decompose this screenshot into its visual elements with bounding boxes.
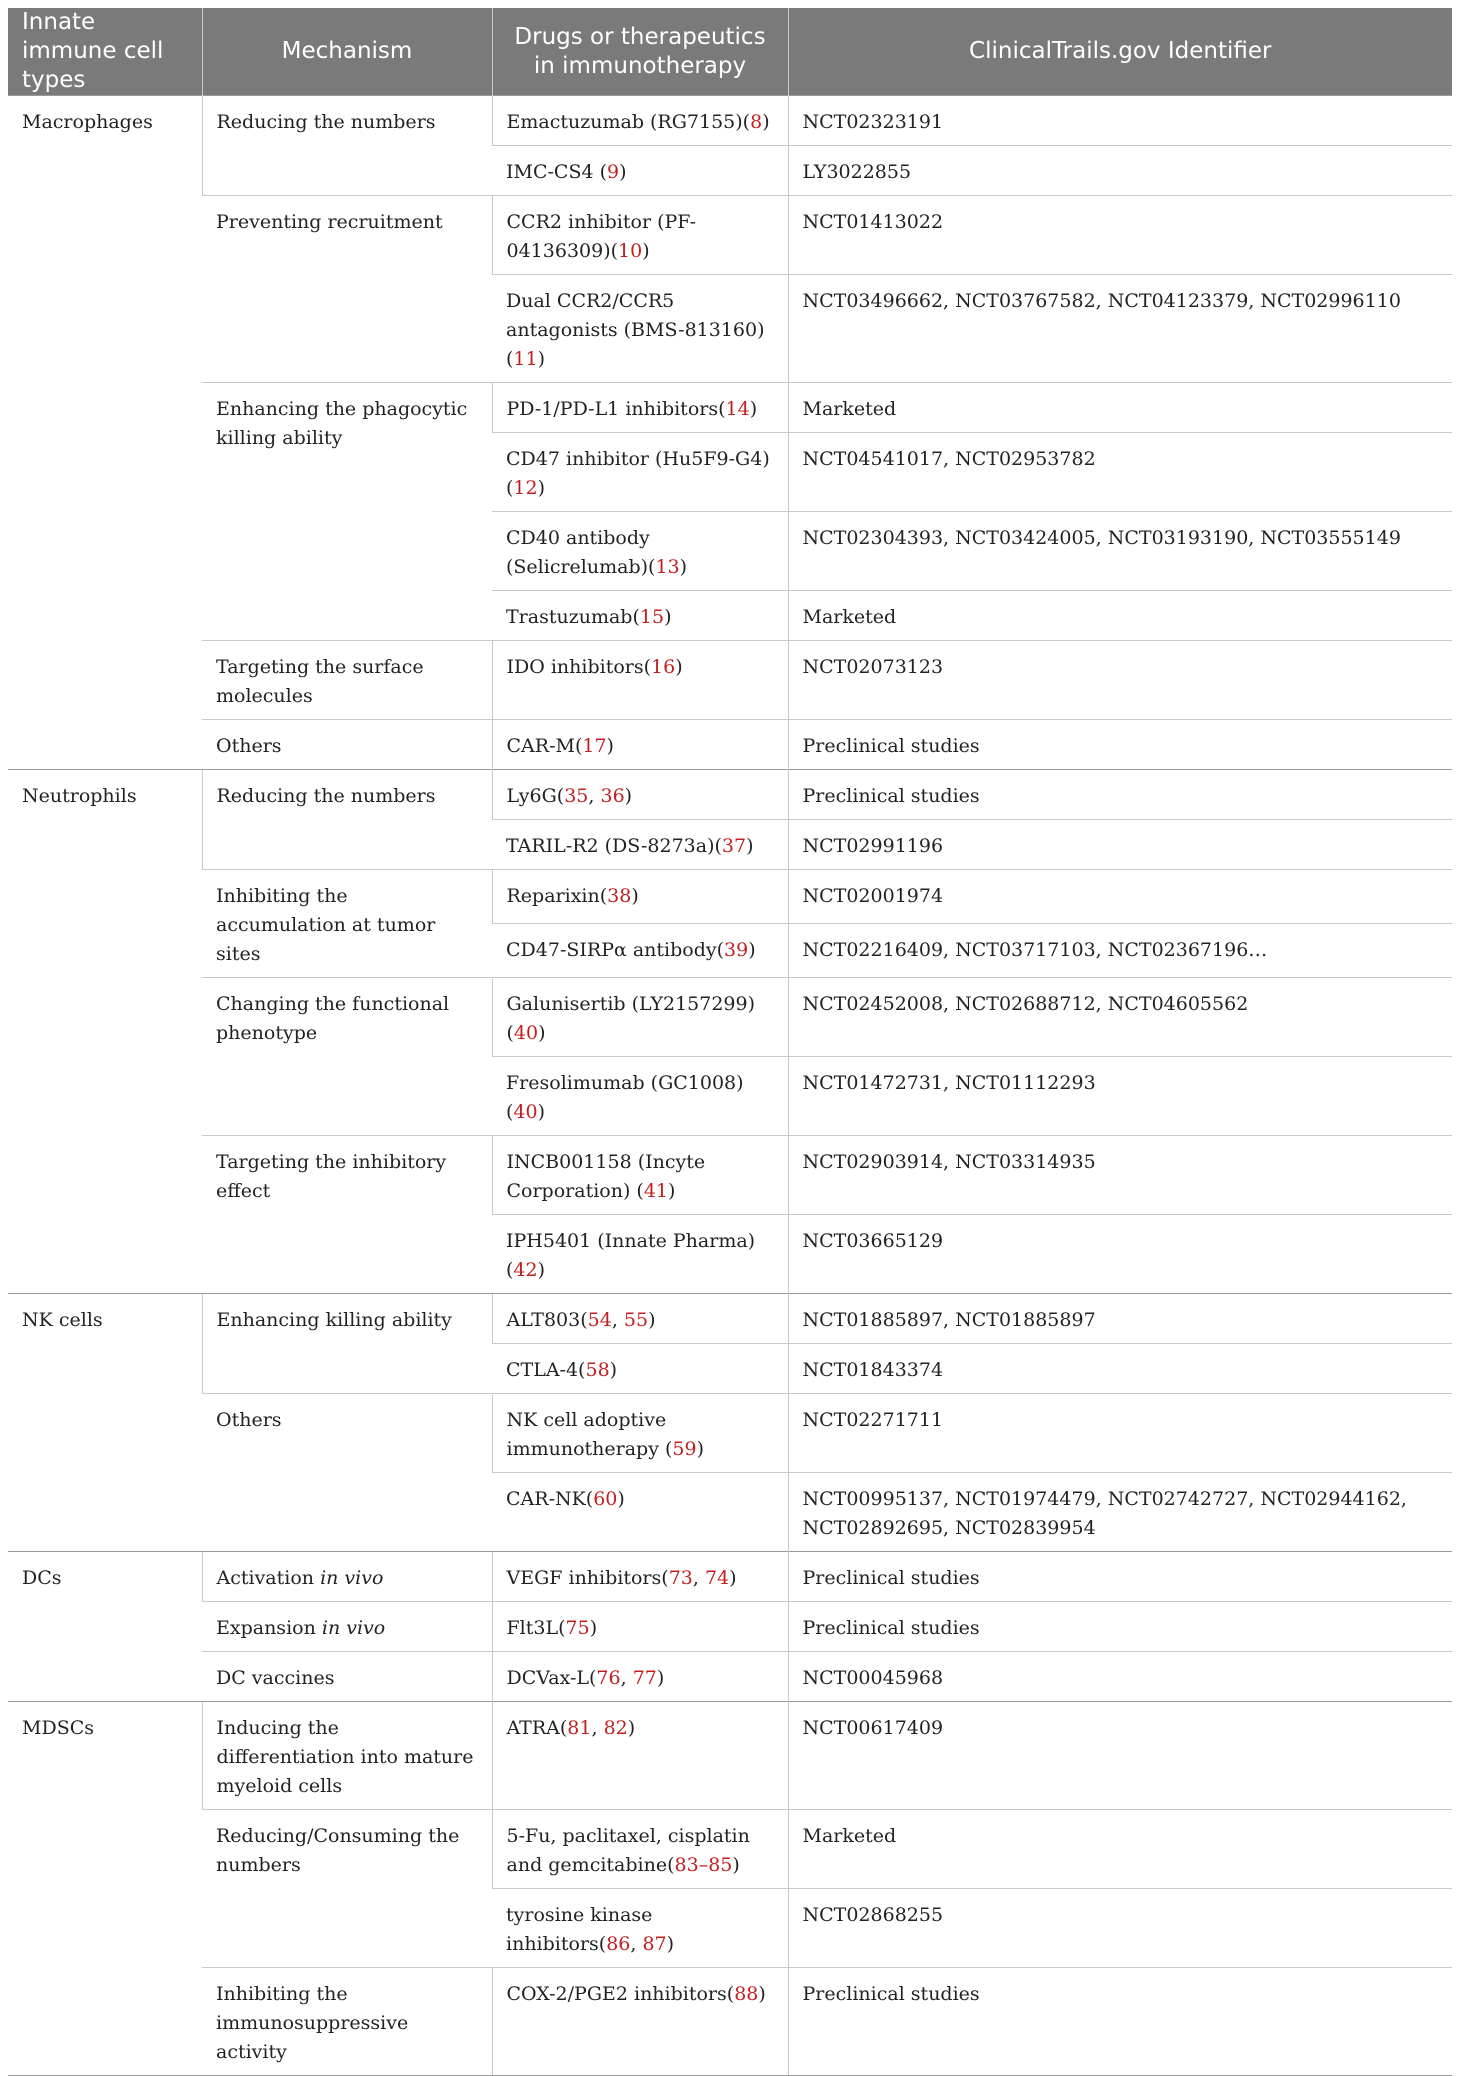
drug-cell: DCVax-L(76, 77) (492, 1652, 788, 1702)
drug-cell (492, 1215, 788, 1294)
mechanism-text: Enhancing the phagocytic killing ability (216, 398, 468, 449)
drug-cell (492, 820, 788, 870)
drug-cell (492, 720, 788, 770)
citation-link[interactable]: 40 (513, 1022, 539, 1044)
citation-link[interactable]: 58 (585, 1359, 610, 1381)
drug-text: INCB001158 (Incyte Corporation) ( (506, 1151, 706, 1202)
drug-text: CAR-M( (506, 735, 583, 757)
drug-text-end: ) (538, 1022, 546, 1044)
drug-text: CD47-SIRPα antibody( (506, 939, 725, 961)
header-cell-type: Innate immune cell types (8, 8, 202, 96)
drug-text: TARIL-R2 (DS-8273a)( (506, 835, 722, 857)
identifier-cell: Preclinical studies (788, 1968, 1452, 2076)
mechanism-italic-text: in vivo (321, 1617, 386, 1639)
table-row (8, 1602, 1452, 1652)
drug-text-end: ) (696, 1438, 705, 1460)
header-row (8, 8, 1452, 96)
mechanism-text: Others (216, 1409, 282, 1431)
table-body (8, 96, 1452, 2076)
identifier-cell: Marketed (788, 591, 1452, 641)
identifier-cell: NCT02991196 (788, 820, 1452, 870)
cell-type-cell: Macrophages (8, 96, 202, 770)
drug-cell (492, 512, 788, 591)
drug-cell (492, 1136, 788, 1215)
mechanism-text: Inducing the differentiation into mature myeloid cells (216, 1717, 474, 1797)
cell-type-cell: NK cells (8, 1294, 202, 1552)
citation-link[interactable]: 11 (513, 348, 538, 370)
identifier-cell: NCT02323191 (788, 96, 1452, 146)
citation-link[interactable]: 13 (655, 556, 680, 578)
drug-text-end: ) (679, 556, 688, 578)
drug-text-end: ) (664, 606, 672, 628)
citation-link[interactable]: 9 (607, 161, 620, 183)
identifier-cell: Marketed (788, 1810, 1452, 1889)
drug-text-end: ) (666, 1933, 675, 1955)
identifier-cell: Preclinical studies (788, 720, 1452, 770)
mechanism-cell (202, 1702, 492, 1810)
mechanism-text: DC vaccines (216, 1667, 335, 1689)
drug-text: tyrosine kinase inhibitors( (506, 1904, 653, 1955)
drug-text: CAR-NK( (506, 1488, 594, 1510)
header-mechanism: Mechanism (202, 8, 492, 96)
drug-text: Reparixin( (506, 885, 608, 907)
citation-link[interactable]: 35 (564, 785, 589, 807)
table-row (8, 870, 1452, 924)
mechanism-text: Inhibiting the immunosuppressive activity (216, 1983, 409, 2063)
drug-cell (492, 1968, 788, 2076)
drug-text: Galunisertib (LY2157299)( (506, 993, 756, 1044)
citation-link[interactable]: 60 (593, 1488, 618, 1510)
mechanism-text: Targeting the inhibitory effect (216, 1151, 447, 1202)
identifier-cell: NCT00617409 (788, 1702, 1452, 1810)
identifier-cell: NCT03496662, NCT03767582, NCT04123379, NCT02996110 (788, 275, 1452, 383)
citation-link[interactable]: 10 (618, 240, 643, 262)
mechanism-text: Inhibiting the accumulation at tumor sites (216, 885, 436, 965)
drug-text-end: ) (537, 477, 546, 499)
identifier-cell: NCT00995137, NCT01974479, NCT02742727, NCT02944162, NCT02892695, NCT02839954 (788, 1473, 1452, 1552)
mechanism-text: Preventing recruitment (216, 211, 443, 233)
drug-text-end: ) (609, 1359, 618, 1381)
mechanism-cell (202, 1810, 492, 1968)
citation-link[interactable]: 14 (725, 398, 750, 420)
drug-text-end: ) (648, 1309, 656, 1331)
drug-cell (492, 1344, 788, 1394)
drug-cell: tyrosine kinase inhibitors(86, 87) (492, 1889, 788, 1968)
identifier-cell: NCT04541017, NCT02953782 (788, 433, 1452, 512)
citation-link[interactable]: 73 (668, 1567, 693, 1589)
drug-text-end: ) (762, 111, 770, 133)
drug-text: Flt3L( (506, 1617, 566, 1639)
table-row (8, 96, 1452, 146)
drug-text-end: ) (606, 735, 614, 757)
citation-link[interactable]: 59 (672, 1438, 697, 1460)
drug-text: Trastuzumab( (506, 606, 640, 628)
drug-cell (492, 1810, 788, 1889)
citation-link[interactable]: 88 (734, 1983, 759, 2005)
drug-text-end: ) (675, 656, 683, 678)
drug-text: Ly6G( (506, 785, 565, 807)
drug-text: CD40 antibody (Selicrelumab)( (506, 527, 656, 578)
drug-text-end: ) (758, 1983, 766, 2005)
drug-text: PD-1/PD-L1 inhibitors( (506, 398, 726, 420)
drug-text: CD47 inhibitor (Hu5F9-G4)( (506, 448, 770, 499)
mechanism-text: Changing the functional phenotype (216, 993, 450, 1044)
identifier-cell: LY3022855 (788, 146, 1452, 196)
mechanism-cell (202, 770, 492, 870)
table-row (8, 1968, 1452, 2076)
mechanism-text: Expansion (216, 1617, 316, 1639)
drug-cell (492, 146, 788, 196)
table-row (8, 1552, 1452, 1602)
table-row (8, 770, 1452, 820)
mechanism-text: Others (216, 735, 282, 757)
drug-text: IMC-CS4 ( (506, 161, 608, 183)
citation-link[interactable]: 15 (639, 606, 665, 628)
drug-text: VEGF inhibitors( (506, 1567, 669, 1589)
mechanism-cell (202, 720, 492, 770)
drug-text-end: ) (656, 1667, 665, 1689)
mechanism-cell (202, 96, 492, 196)
citation-link[interactable]: 55 (623, 1309, 649, 1331)
drug-text-end: ) (668, 1180, 676, 1202)
citation-link[interactable]: 36 (600, 785, 625, 807)
drug-text-end: ) (537, 348, 546, 370)
drug-cell (492, 978, 788, 1057)
citation-link[interactable]: 77 (632, 1667, 657, 1689)
header-identifier: ClinicalTrails.gov Identifier (788, 8, 1452, 96)
drug-text: CTLA-4( (506, 1359, 586, 1381)
drug-cell: ALT803(54, 55) (492, 1294, 788, 1344)
identifier-cell: NCT02271711 (788, 1394, 1452, 1473)
table-row (8, 383, 1452, 433)
drug-cell (492, 1394, 788, 1473)
table-row (8, 1652, 1452, 1702)
citation-link[interactable]: 38 (607, 885, 632, 907)
citation-link[interactable]: 40 (513, 1101, 538, 1123)
mechanism-cell (202, 1552, 492, 1602)
citation-link[interactable]: 87 (642, 1933, 667, 1955)
mechanism-cell (202, 1136, 492, 1294)
identifier-cell: NCT02073123 (788, 641, 1452, 720)
table-header (8, 8, 1452, 96)
table-row (8, 1394, 1452, 1473)
mechanism-cell (202, 1394, 492, 1552)
drug-cell (492, 924, 788, 978)
drug-cell (492, 433, 788, 512)
mechanism-cell (202, 870, 492, 978)
identifier-cell: Preclinical studies (788, 1552, 1452, 1602)
drug-text-end: ) (537, 1101, 546, 1123)
identifier-cell: NCT02304393, NCT03424005, NCT03193190, NCT03555149 (788, 512, 1452, 591)
cell-type-cell: MDSCs (8, 1702, 202, 2076)
citation-link[interactable]: 8 (750, 111, 763, 133)
drug-cell (492, 196, 788, 275)
identifier-cell: NCT02903914, NCT03314935 (788, 1136, 1452, 1215)
drug-text-end: ) (749, 398, 758, 420)
cell-type-cell: Neutrophils (8, 770, 202, 1294)
citation-link[interactable]: 82 (603, 1717, 628, 1739)
drug-cell (492, 591, 788, 641)
identifier-cell: Preclinical studies (788, 770, 1452, 820)
drug-text-end: ) (729, 1567, 737, 1589)
citation-link[interactable]: 54 (587, 1309, 612, 1331)
table-row (8, 641, 1452, 720)
citation-link[interactable]: 37 (721, 835, 747, 857)
table-row (8, 1702, 1452, 1810)
drug-text: DCVax-L( (506, 1667, 597, 1689)
identifier-cell: NCT01885897, NCT01885897 (788, 1294, 1452, 1344)
mechanism-text: Targeting the surface molecules (216, 656, 424, 707)
drug-text-end: ) (642, 240, 650, 262)
identifier-cell: NCT01843374 (788, 1344, 1452, 1394)
mechanism-text: Activation (216, 1567, 315, 1589)
drug-text: CCR2 inhibitor (PF-04136309)( (506, 211, 697, 262)
drug-text: Dual CCR2/CCR5 antagonists (BMS-813160)( (506, 290, 765, 370)
drug-cell (492, 383, 788, 433)
citation-link[interactable]: 39 (724, 939, 749, 961)
citation-link[interactable]: 86 (606, 1933, 631, 1955)
drug-cell (492, 275, 788, 383)
table-row (8, 1294, 1452, 1344)
drug-text-end: ) (627, 1717, 636, 1739)
cell-type-cell: DCs (8, 1552, 202, 1702)
identifier-cell: Preclinical studies (788, 1602, 1452, 1652)
mechanism-italic-text: in vivo (320, 1567, 384, 1589)
drug-text-end: ) (617, 1488, 625, 1510)
citation-link[interactable]: 17 (582, 735, 607, 757)
identifier-cell: NCT02216409, NCT03717103, NCT02367196… (788, 924, 1452, 978)
drug-text: ALT803( (506, 1309, 588, 1331)
drug-text-end: ) (746, 835, 754, 857)
drug-cell (492, 1057, 788, 1136)
drug-text-end: ) (589, 1617, 598, 1639)
drug-text-end: ) (732, 1854, 740, 1876)
drug-text: Emactuzumab (RG7155)( (506, 111, 751, 133)
table-container (8, 8, 1452, 2076)
table-row (8, 1136, 1452, 1215)
mechanism-cell (202, 1602, 492, 1652)
table-row (8, 196, 1452, 275)
drug-text: ATRA( (506, 1717, 568, 1739)
identifier-cell: NCT02868255 (788, 1889, 1452, 1968)
identifier-cell: NCT01413022 (788, 196, 1452, 275)
table-row (8, 720, 1452, 770)
identifier-cell: NCT02001974 (788, 870, 1452, 924)
drug-text: COX-2/PGE2 inhibitors( (506, 1983, 735, 2005)
drug-text-end: ) (619, 161, 627, 183)
drug-cell (492, 96, 788, 146)
citation-link[interactable]: 16 (651, 656, 676, 678)
citation-link[interactable]: 83–85 (674, 1854, 733, 1876)
citation-link[interactable]: 74 (704, 1567, 730, 1589)
citation-link[interactable]: 81 (567, 1717, 592, 1739)
drug-cell: VEGF inhibitors(73, 74) (492, 1552, 788, 1602)
drug-text: Fresolimumab (GC1008)( (506, 1072, 744, 1123)
drug-cell: ATRA(81, 82) (492, 1702, 788, 1810)
drug-cell (492, 1473, 788, 1552)
drug-text-end: ) (537, 1259, 546, 1281)
mechanism-cell (202, 1968, 492, 2076)
mechanism-cell (202, 641, 492, 720)
mechanism-text: Enhancing killing ability (216, 1309, 452, 1331)
drug-text: IPH5401 (Innate Pharma)( (506, 1230, 756, 1281)
mechanism-text: Reducing the numbers (216, 111, 436, 133)
mechanism-cell (202, 383, 492, 641)
identifier-cell: NCT01472731, NCT01112293 (788, 1057, 1452, 1136)
mechanism-cell (202, 1294, 492, 1394)
mechanism-text: Reducing the numbers (216, 785, 436, 807)
identifier-cell: NCT02452008, NCT02688712, NCT04605562 (788, 978, 1452, 1057)
table-row (8, 1810, 1452, 1889)
drug-cell (492, 1602, 788, 1652)
header-drugs: Drugs or therapeutics in immunotherapy (492, 8, 788, 96)
identifier-cell: NCT00045968 (788, 1652, 1452, 1702)
citation-link[interactable]: 42 (513, 1259, 538, 1281)
citation-link[interactable]: 12 (513, 477, 538, 499)
drug-text: NK cell adoptive immunotherapy ( (506, 1409, 673, 1460)
drug-text-end: ) (624, 785, 633, 807)
drug-cell (492, 641, 788, 720)
drug-cell (492, 870, 788, 924)
drug-text-end: ) (748, 939, 756, 961)
table-row (8, 978, 1452, 1057)
mechanism-cell (202, 1652, 492, 1702)
mechanism-text: Reducing/Consuming the numbers (216, 1825, 460, 1876)
mechanism-cell (202, 196, 492, 383)
drug-text: 5-Fu, paclitaxel, cisplatin and gemcitabine( (506, 1825, 750, 1876)
identifier-cell: NCT03665129 (788, 1215, 1452, 1294)
identifier-cell: Marketed (788, 383, 1452, 433)
citation-link[interactable]: 76 (596, 1667, 621, 1689)
drug-cell: Ly6G(35, 36) (492, 770, 788, 820)
citation-link[interactable]: 75 (565, 1617, 590, 1639)
mechanism-cell (202, 978, 492, 1136)
drug-text-end: ) (631, 885, 639, 907)
drug-text: IDO inhibitors( (506, 656, 652, 678)
citation-link[interactable]: 41 (643, 1180, 669, 1202)
immunotherapy-table (8, 8, 1452, 2076)
